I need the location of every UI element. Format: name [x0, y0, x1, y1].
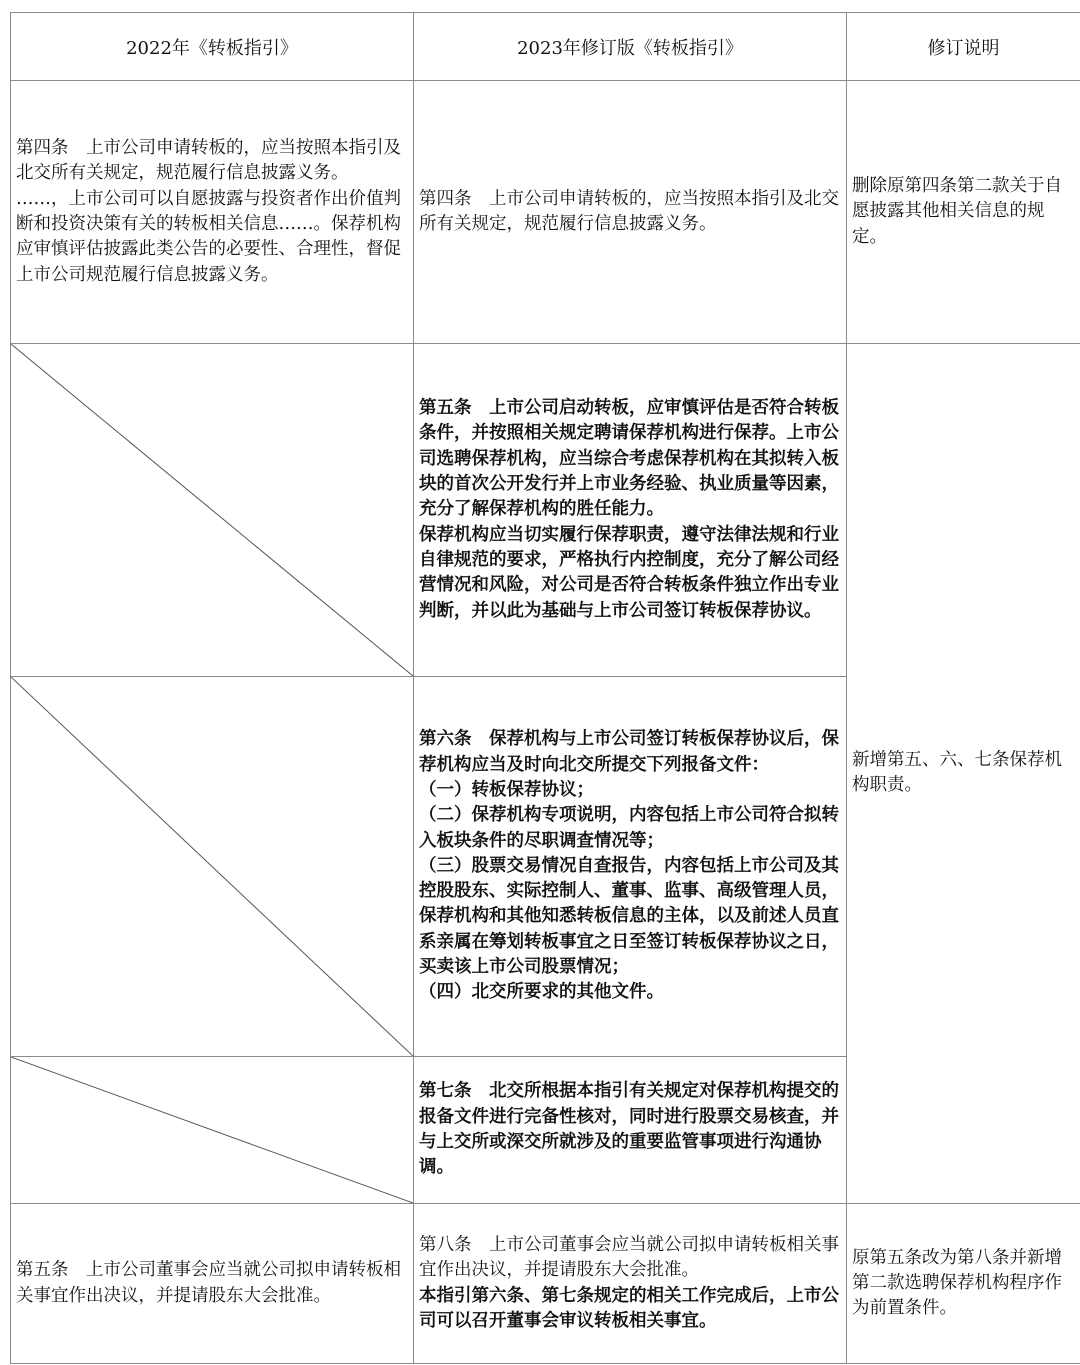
table-row-art8 [11, 1204, 1080, 1364]
new-article-4-cell [414, 81, 847, 344]
empty-old-article-7-cell [11, 1057, 414, 1204]
new-article-8-text [414, 1231, 846, 1336]
comparison-table [10, 12, 1080, 1364]
empty-old-article-6-cell [11, 677, 414, 1057]
new-article-8-cell [414, 1204, 847, 1364]
note-article-8-text: 原第五条改为第八条并新增第二款选聘保荐机构程序作为前置条件。 [852, 1247, 1062, 1319]
note-article-4-text: 删除原第四条第二款关于自愿披露其他相关信息的规定。 [852, 176, 1062, 247]
old-article-4-text: 第四条 上市公司申请转板的，应当按照本指引及北交所有关规定，规范履行信息披露义务。 ……，上市公司可以自愿披露与投资者作出价值判断和投资决策有关的转板相关信息……。保荐机构应审慎评估披露此类公告的必要性、合理性，督促上市公司规范履行信息披露义务。 [16, 138, 401, 285]
diagonal-line [11, 1057, 413, 1203]
new-article-6-text: 第六条 保荐机构与上市公司签订转板保荐协议后，保荐机构应当及时向北交所提交下列报备文件： （一）转板保荐协议； （二）保荐机构专项说明，内容包括上市公司符合拟转入板块条件的尽职调查情况等； （三）股票交易情况自查报告，内容包括上市公司及其控股股东、实际控制人、董事、监事、高级管理人员，保荐机构和其他知悉转板信息的主体，以及前述人员直系亲属在筹划转板事宜之日至签订转板保荐协议之日，买卖该上市公司股票情况； （四）北交所要求的其他文件。 [419, 729, 839, 1003]
note-article-4-cell [847, 81, 1080, 344]
table-row-art5 [11, 344, 1080, 677]
note-article-567-cell [847, 344, 1080, 1204]
comparison-table-wrapper [10, 12, 1080, 1364]
note-article-8-cell [847, 1204, 1080, 1364]
new-article-5-cell [414, 344, 847, 677]
table-row-art4 [11, 81, 1080, 344]
empty-old-article-5-cell [11, 344, 414, 677]
new-article-8-part1: 第八条 上市公司董事会应当就公司拟申请转板相关事宜作出决议，并提请股东大会批准。 [419, 1234, 839, 1281]
header-2023: 2023年修订版《转板指引》 [414, 13, 847, 81]
note-article-567-text: 新增第五、六、七条保荐机构职责。 [852, 750, 1062, 796]
new-article-7-text: 第七条 北交所根据本指引有关规定对保荐机构提交的报备文件进行完备性核对，同时进行股票交易核查，并与上交所或深交所就涉及的重要监管事项进行沟通协调。 [419, 1081, 839, 1178]
new-article-6-cell [414, 677, 847, 1057]
new-article-8-part2: 本指引第六条、第七条规定的相关工作完成后，上市公司可以召开董事会审议转板相关事宜。 [419, 1285, 839, 1331]
old-article-5-cell [11, 1204, 414, 1364]
old-article-5-text: 第五条 上市公司董事会应当就公司拟申请转板相关事宜作出决议，并提请股东大会批准。 [16, 1260, 401, 1306]
header-2022: 2022年《转板指引》 [11, 13, 414, 81]
diagonal-line [11, 344, 413, 676]
new-article-7-cell [414, 1057, 847, 1204]
header-row [11, 13, 1080, 81]
old-article-4-cell [11, 81, 414, 344]
new-article-4-text: 第四条 上市公司申请转板的，应当按照本指引及北交所有关规定，规范履行信息披露义务。 [419, 188, 839, 234]
diagonal-line [11, 677, 413, 1056]
header-note: 修订说明 [847, 13, 1080, 81]
new-article-5-text: 第五条 上市公司启动转板，应审慎评估是否符合转板条件，并按照相关规定聘请保荐机构进行保荐。上市公司选聘保荐机构，应当综合考虑保荐机构在其拟转入板块的首次公开发行并上市业务经验、执业质量等因素，充分了解保荐机构的胜任能力。 保荐机构应当切实履行保荐职责，遵守法律法规和行业自律规范的要求，严格执行内控制度，充分了解公司经营情况和风险，对公司是否符合转板条件独立作出专业判断，并以此为基础与上市公司签订转板保荐协议。 [419, 398, 839, 621]
